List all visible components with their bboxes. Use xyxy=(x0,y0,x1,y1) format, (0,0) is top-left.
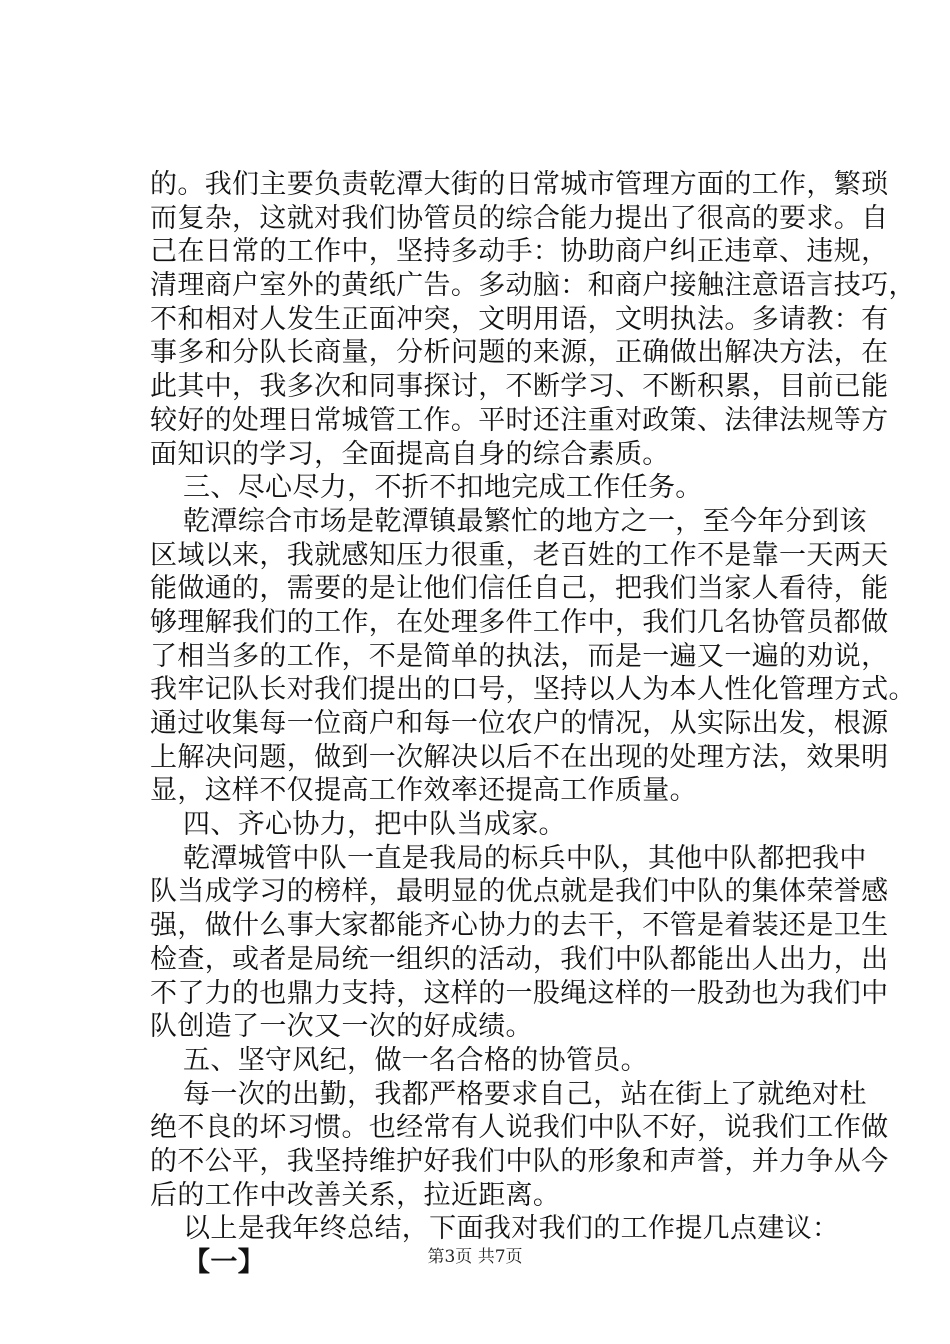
paragraph-line: 通过收集每一位商户和每一位农户的情况，从实际出发，根源 xyxy=(150,708,889,739)
paragraph-line: 己在日常的工作中，坚持多动手：协助商户纠正违章、违规， xyxy=(150,236,889,268)
document-body xyxy=(150,168,916,1280)
paragraph-line: 能做通的，需要的是让他们信任自己，把我们当家人看待，能 xyxy=(150,573,889,605)
paragraph-line: 队创造了一次又一次的好成绩。 xyxy=(150,1011,533,1043)
paragraph-line: 较好的处理日常城管工作。平时还注重对政策、法律法规等方 xyxy=(150,404,889,436)
paragraph-line: 上解决问题，做到一次解决以后不在出现的处理方法，效果明 xyxy=(150,741,889,773)
paragraph-line: 乾潭综合市场是乾潭镇最繁忙的地方之一，至今年分到该 xyxy=(183,505,867,537)
paragraph-line: 面知识的学习，全面提高自身的综合素质。 xyxy=(150,438,670,470)
paragraph-line: 每一次的出勤，我都严格要求自己，站在街上了就绝对杜 xyxy=(183,1078,867,1110)
paragraph-line: 的。我们主要负责乾潭大街的日常城市管理方面的工作，繁琐 xyxy=(150,169,889,200)
paragraph-line: 够理解我们的工作，在处理多件工作中，我们几名协管员都做 xyxy=(150,606,889,638)
paragraph-line: 强，做什么事大家都能齐心协力的去干，不管是着装还是卫生 xyxy=(150,910,889,942)
paragraph-line: 我牢记队长对我们提出的口号，坚持以人为本人性化管理方式。 xyxy=(150,674,916,706)
paragraph-line: 了相当多的工作，不是简单的执法，而是一遍又一遍的劝说， xyxy=(150,640,889,672)
paragraph-line: 不和相对人发生正面冲突，文明用语，文明执法。多请教：有 xyxy=(150,303,889,335)
section-marker: 【一】 xyxy=(183,1247,266,1278)
paragraph-line: 事多和分队长商量，分析问题的来源，正确做出解决方法，在 xyxy=(150,337,889,369)
paragraph-line: 不了力的也鼎力支持，这样的一股绳这样的一股劲也为我们中 xyxy=(150,977,889,1009)
paragraph-line: 区域以来，我就感知压力很重，老百姓的工作不是靠一天两天 xyxy=(150,539,889,571)
paragraph-line: 的不公平，我坚持维护好我们中队的形象和声誉，并力争从今 xyxy=(150,1145,889,1177)
paragraph-line: 显，这样不仅提高工作效率还提高工作质量。 xyxy=(150,775,697,807)
paragraph-line: 乾潭城管中队一直是我局的标兵中队，其他中队都把我中 xyxy=(183,842,867,874)
paragraph-line: 绝不良的坏习惯。也经常有人说我们中队不好，说我们工作做 xyxy=(150,1112,889,1144)
paragraph-line: 此其中，我多次和同事探讨，不断学习、不断积累，目前已能 xyxy=(150,371,889,403)
section-heading: 四、齐心协力，把中队当成家。 xyxy=(183,809,566,841)
paragraph-line: 后的工作中改善关系，拉近距离。 xyxy=(150,1179,561,1211)
paragraph-line: 以上是我年终总结，下面我对我们的工作提几点建议： xyxy=(183,1213,840,1245)
paragraph-line: 队当成学习的榜样，最明显的优点就是我们中队的集体荣誉感 xyxy=(150,876,889,908)
paragraph-line: 而复杂，这就对我们协管员的综合能力提出了很高的要求。自 xyxy=(150,202,889,234)
section-heading: 五、坚守风纪，做一名合格的协管员。 xyxy=(183,1044,648,1076)
paragraph-line: 检查，或者是局统一组织的活动，我们中队都能出人出力，出 xyxy=(150,943,889,975)
paragraph-line: 清理商户室外的黄纸广告。多动脑：和商户接触注意语言技巧， xyxy=(150,270,916,302)
page-footer: 第3页 共7页 xyxy=(427,1247,523,1267)
section-heading: 三、尽心尽力，不折不扣地完成工作任务。 xyxy=(183,472,703,504)
